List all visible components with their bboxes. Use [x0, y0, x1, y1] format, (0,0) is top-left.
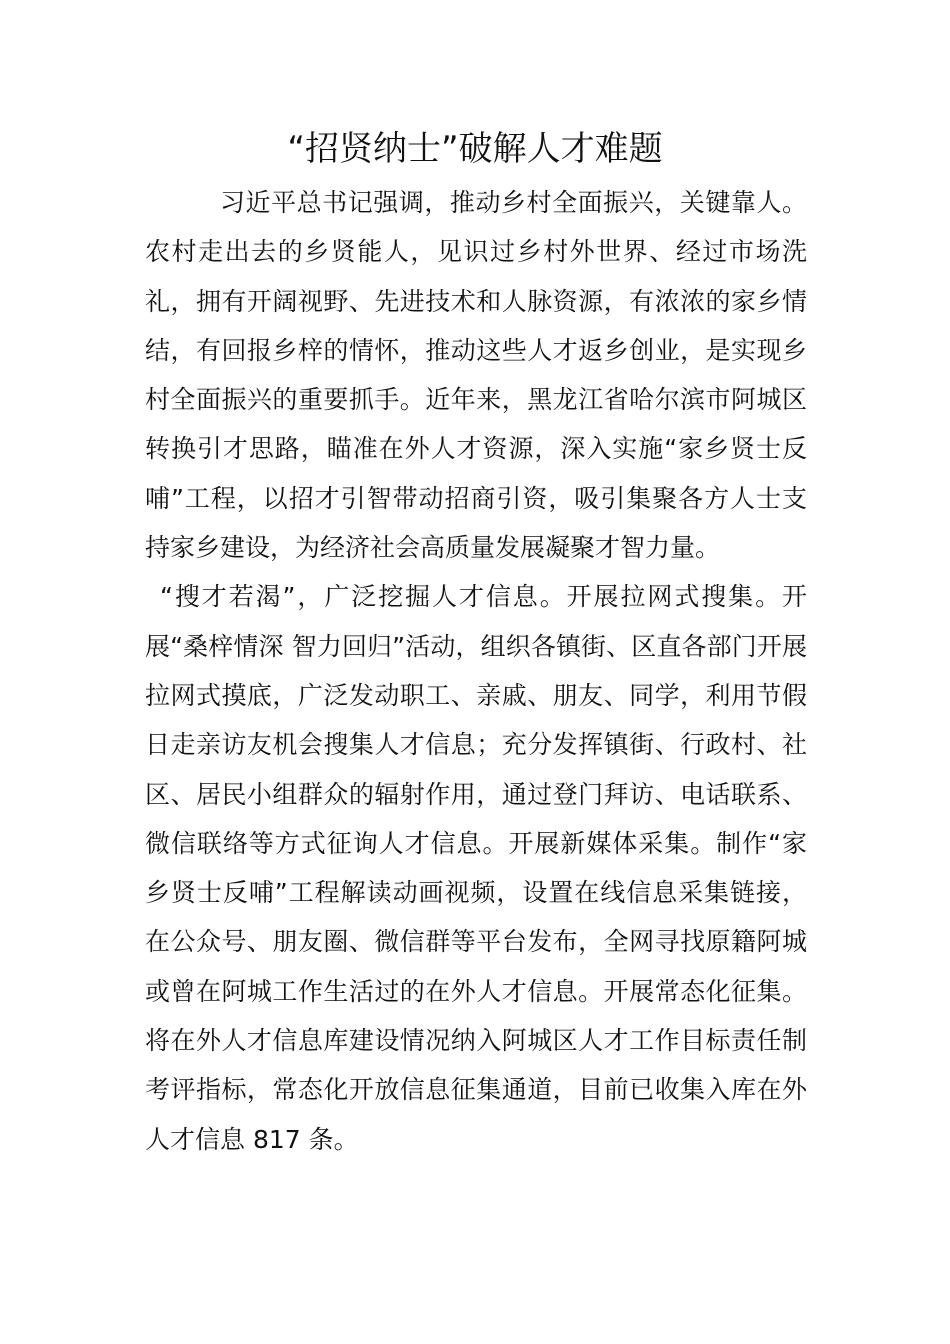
document-title: “招贤纳士”破解人才难题	[287, 129, 663, 169]
paragraph-intro: 习近平总书记强调，推动乡村全面振兴，关键靠人。农村走出去的乡贤能人，见识过乡村外世界、经过市场洗礼，拥有开阔视野、先进技术和人脉资源，有浓浓的家乡情结，有回报乡梓的情怀，推动这些人才返乡创业，是实现乡村全面振兴的重要抓手。近年来，黑龙江省哈尔滨市阿城区转换引才思路，瞄准在外人才资源，深入实施“家乡贤士反哺”工程，以招才引智带动招商引资，吸引集聚各方人士支持家乡建设，为经济社会高质量发展凝聚才智力量。	[145, 188, 807, 563]
document-body	[145, 178, 807, 1164]
paragraph-talent-search: “搜才若渴”，广泛挖掘人才信息。开展拉网式搜集。开展“桑梓情深 智力回归”活动，组织各镇街、区直各部门开展拉网式摸底，广泛发动职工、亲戚、朋友、同学，利用节假日走亲访友机会搜集人才信息；充分发挥镇街、行政村、社区、居民小组群众的辐射作用，通过登门拜访、电话联系、微信联络等方式征询人才信息。开展新媒体采集。制作“家乡贤士反哺”工程解读动画视频，设置在线信息采集链接，在公众号、朋友圈、微信群等平台发布，全网寻找原籍阿城或曾在阿城工作生活过的在外人才信息。开展常态化征集。将在外人才信息库建设情况纳入阿城区人才工作目标责任制考评指标，常态化开放信息征集通道，目前已收集入库在外人才信息 817 条。	[145, 582, 807, 1154]
